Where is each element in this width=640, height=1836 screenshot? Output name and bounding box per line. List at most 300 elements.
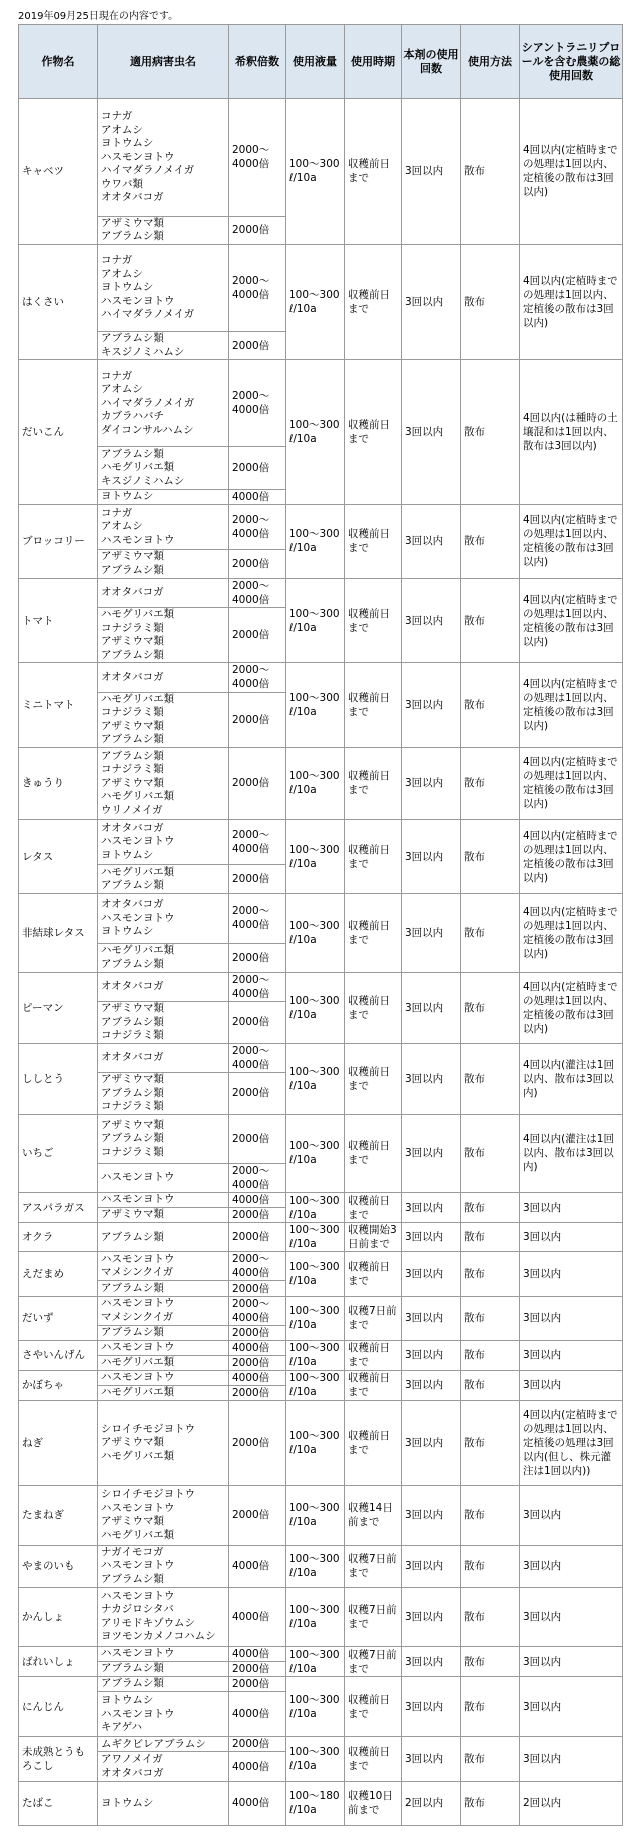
dilution-cell: 4000倍 [229, 1370, 286, 1385]
volume-value: 100～300 [289, 1553, 340, 1566]
use-count-cell: 3回以内 [402, 1340, 461, 1370]
pest-name: ハモグリバエ類 [101, 1528, 175, 1541]
crop-cell: やまのいも [19, 1545, 98, 1587]
volume-unit: ℓ/10a [289, 432, 317, 445]
pest-name: アブラムシ類 [101, 1015, 164, 1028]
table-row [19, 1252, 623, 1281]
method-cell: 散布 [461, 244, 520, 359]
total-count-cell: 4回以内(定植時までの処理は1回以内、定植後の散布は3回以内) [520, 504, 623, 578]
pest-name: アザミウマ類 [101, 550, 164, 563]
pest-name: ハスモンヨトウ [101, 1341, 175, 1354]
timing-cell: 収穫前日まで [345, 747, 402, 819]
pest-cell [98, 579, 229, 608]
total-count-cell: 3回以内 [520, 1737, 623, 1781]
dilution-cell: 2000倍 [229, 1355, 286, 1370]
volume-cell [286, 1677, 345, 1737]
volume-unit: ℓ/10a [289, 302, 317, 315]
table-row [19, 504, 623, 549]
pest-cell [98, 1692, 229, 1737]
pest-name: コナガ [101, 110, 133, 122]
pest-name: ヨトウムシ [101, 489, 154, 502]
table-row [19, 1193, 623, 1208]
volume-value: 100～300 [289, 1224, 340, 1237]
dilution-cell: 2000～4000倍 [229, 1163, 286, 1192]
method-cell: 散布 [461, 1340, 520, 1370]
dilution-cell: 2000～4000倍 [229, 504, 286, 549]
date-caption: 2019年09月25日現在の内容です。 [18, 11, 179, 22]
crop-cell: ピーマン [19, 972, 98, 1043]
pest-cell [98, 1400, 229, 1485]
use-count-cell: 3回以内 [402, 1647, 461, 1677]
total-count-cell: 4回以内(灌注は1回以内、散布は3回以内) [520, 1043, 623, 1114]
pest-cell [98, 360, 229, 447]
dilution-cell: 2000～4000倍 [229, 972, 286, 1001]
pest-name: アブラムシ類 [101, 1662, 164, 1675]
pest-name: ハモグリバエ類 [101, 1449, 175, 1462]
pest-name: アザミウマ類 [101, 776, 164, 789]
volume-value: 100～300 [289, 607, 340, 620]
pest-name: ヨトウムシ [101, 1796, 154, 1809]
pest-name: ハスモンヨトウ [101, 1193, 175, 1206]
total-count-cell: 3回以内 [520, 1545, 623, 1587]
header-use-count: 本剤の使用回数 [402, 25, 461, 99]
timing-cell: 収穫前日まで [345, 1114, 402, 1192]
pest-cell [98, 747, 229, 819]
volume-value: 100～300 [289, 1502, 340, 1515]
volume-cell [286, 1223, 345, 1252]
timing-cell: 収穫10日前まで [345, 1781, 402, 1825]
pest-name: ヨトウムシ [101, 1694, 154, 1707]
pest-name: アブラムシ類 [101, 648, 164, 661]
dilution-cell: 2000倍 [229, 1486, 286, 1545]
table-row [19, 1486, 623, 1545]
pest-cell [98, 1073, 229, 1115]
use-count-cell: 3回以内 [402, 1043, 461, 1114]
total-count-cell: 4回以内(灌注は1回以内、散布は3回以内) [520, 1114, 623, 1192]
volume-value: 100～300 [289, 1065, 340, 1078]
use-count-cell: 3回以内 [402, 244, 461, 359]
pest-name: オオタバコガ [101, 980, 164, 992]
dilution-cell: 2000～4000倍 [229, 663, 286, 692]
use-count-cell: 3回以内 [402, 1677, 461, 1737]
total-count-cell: 3回以内 [520, 1486, 623, 1545]
pest-cell [98, 1252, 229, 1281]
method-cell: 散布 [461, 360, 520, 505]
pest-name: アブラムシ類 [101, 1086, 164, 1099]
dilution-cell: 4000倍 [229, 1545, 286, 1587]
timing-cell: 収穫前日まで [345, 894, 402, 972]
volume-unit: ℓ/10a [289, 621, 317, 634]
use-count-cell: 3回以内 [402, 747, 461, 819]
method-cell: 散布 [461, 1400, 520, 1485]
crop-cell: ブロッコリー [19, 504, 98, 578]
dilution-cell: 2000～4000倍 [229, 1296, 286, 1325]
timing-cell: 収穫14日前まで [345, 1486, 402, 1545]
table-row [19, 1737, 623, 1752]
volume-value: 100～300 [289, 418, 340, 431]
timing-cell: 収穫前日まで [345, 244, 402, 359]
pest-name: アオムシ [101, 267, 143, 280]
dilution-cell: 2000倍 [229, 1325, 286, 1340]
dilution-cell: 2000倍 [229, 943, 286, 972]
pest-cell [98, 1163, 229, 1192]
use-count-cell: 3回以内 [402, 1545, 461, 1587]
crop-cell: はくさい [19, 244, 98, 359]
pest-name: ヨトウムシ [101, 281, 154, 294]
volume-unit: ℓ/10a [289, 1617, 317, 1630]
dilution-cell: 2000倍 [229, 447, 286, 489]
volume-value: 100～300 [289, 288, 340, 301]
pest-name: アブラムシ類 [101, 1572, 164, 1585]
pest-cell [98, 99, 229, 217]
pest-name: アザミウマ類 [101, 635, 164, 648]
pest-name: ハモグリバエ類 [101, 692, 175, 705]
volume-value: 100～300 [289, 1194, 340, 1207]
pest-name: ナカジロシタバ [101, 1603, 174, 1616]
method-cell: 散布 [461, 820, 520, 894]
volume-unit: ℓ/10a [289, 784, 317, 797]
volume-cell [286, 1340, 345, 1370]
total-count-cell: 4回以内(定植時までの処理は1回以内、定植後の散布は3回以内) [520, 747, 623, 819]
pest-name: コナジラミ類 [101, 1100, 164, 1113]
total-count-cell: 3回以内 [520, 1296, 623, 1340]
volume-cell [286, 360, 345, 505]
volume-cell [286, 244, 345, 359]
dilution-cell: 2000～4000倍 [229, 244, 286, 331]
pest-name: コナガ [101, 369, 133, 382]
method-cell: 散布 [461, 663, 520, 747]
method-cell: 散布 [461, 972, 520, 1043]
pest-name: ダイコンサルハムシ [101, 423, 194, 436]
total-count-cell: 4回以内(定植時までの処理は1回以内、定植後の散布は3回以内) [520, 972, 623, 1043]
pest-name: アブラムシ類 [101, 957, 164, 970]
pest-cell [98, 943, 229, 972]
crop-cell: いちご [19, 1114, 98, 1192]
use-count-cell: 3回以内 [402, 1587, 461, 1646]
pest-name: オオタバコガ [101, 191, 164, 203]
volume-unit: ℓ/10a [289, 1356, 317, 1369]
header-dilution: 希釈倍数 [229, 25, 286, 99]
pest-name: キスジノミハムシ [101, 345, 185, 358]
method-cell: 散布 [461, 894, 520, 972]
pest-name: アブラムシ類 [101, 879, 164, 892]
method-cell: 散布 [461, 504, 520, 578]
crop-cell: さやいんげん [19, 1340, 98, 1370]
volume-unit: ℓ/10a [289, 1154, 317, 1167]
dilution-cell: 2000倍 [229, 1001, 286, 1043]
pest-name: ハスモンヨトウ [101, 1252, 175, 1265]
pest-name: キスジノミハムシ [101, 474, 185, 487]
dilution-cell: 2000倍 [229, 692, 286, 747]
pest-name: ハスモンヨトウ [101, 1371, 175, 1384]
pest-cell [98, 1281, 229, 1296]
table-row [19, 579, 623, 608]
pest-cell [98, 1737, 229, 1752]
dilution-cell: 2000倍 [229, 1662, 286, 1677]
use-count-cell: 2回以内 [402, 1781, 461, 1825]
pest-name: コナジラミ類 [101, 706, 164, 719]
method-cell: 散布 [461, 1781, 520, 1825]
volume-cell [286, 972, 345, 1043]
crop-cell: だいこん [19, 360, 98, 505]
pest-name: ハスモンヨトウ [101, 1589, 175, 1602]
pest-cell [98, 894, 229, 943]
timing-cell: 収穫7日前まで [345, 1587, 402, 1646]
use-count-cell: 3回以内 [402, 1114, 461, 1192]
dilution-cell: 2000～4000倍 [229, 360, 286, 447]
pest-name: ウリノメイガ [101, 803, 163, 816]
pest-cell [98, 1545, 229, 1587]
timing-cell: 収穫7日前まで [345, 1545, 402, 1587]
table-row [19, 1677, 623, 1692]
pest-cell [98, 865, 229, 894]
pest-cell [98, 1340, 229, 1355]
method-cell: 散布 [461, 1737, 520, 1781]
crop-cell: かぼちゃ [19, 1370, 98, 1400]
total-count-cell: 3回以内 [520, 1340, 623, 1370]
volume-value: 100～180 [289, 1790, 340, 1803]
pest-cell [98, 1752, 229, 1781]
table-row [19, 1043, 623, 1072]
pest-cell [98, 1486, 229, 1545]
pest-cell [98, 1193, 229, 1208]
total-count-cell: 4回以内(定植時までの処理は1回以内、定植後の散布は3回以内) [520, 579, 623, 663]
dilution-cell: 2000倍 [229, 1281, 286, 1296]
pest-name: ハイマダラノメイガ [101, 164, 195, 176]
pest-cell [98, 1114, 229, 1163]
crop-cell: ばれいしょ [19, 1647, 98, 1677]
timing-cell: 収穫前日まで [345, 360, 402, 505]
pest-name: オオタバコガ [101, 670, 164, 683]
header-volume: 使用液量 [286, 25, 345, 99]
crop-cell: 非結球レタス [19, 894, 98, 972]
pest-cell [98, 1587, 229, 1646]
use-count-cell: 3回以内 [402, 1370, 461, 1400]
pest-name: ハスモンヨトウ [101, 1501, 175, 1514]
volume-cell [286, 894, 345, 972]
volume-value: 100～300 [289, 770, 340, 783]
table-row [19, 1370, 623, 1385]
pest-name: コナジラミ類 [101, 1145, 164, 1158]
table-row [19, 1400, 623, 1485]
pest-cell [98, 1781, 229, 1825]
pest-name: ハモグリバエ類 [101, 608, 175, 621]
dilution-cell: 4000倍 [229, 489, 286, 504]
pest-name: ハスモンヨトウ [101, 533, 175, 546]
use-count-cell: 3回以内 [402, 360, 461, 505]
volume-value: 100～300 [289, 1260, 340, 1273]
pest-cell [98, 692, 229, 747]
pest-name: ヨツモンカメノコハムシ [101, 1630, 216, 1643]
pest-cell [98, 1647, 229, 1662]
timing-cell: 収穫前日まで [345, 1340, 402, 1370]
table-row [19, 99, 623, 217]
dilution-cell: 4000倍 [229, 1587, 286, 1646]
total-count-cell: 4回以内(定植時までの処理は1回以内、定植後の散布は3回以内) [520, 244, 623, 359]
volume-value: 100～300 [289, 158, 340, 171]
pest-name: アザミウマ類 [101, 1073, 164, 1086]
pest-cell [98, 1385, 229, 1400]
table-row [19, 1781, 623, 1825]
pest-name: アブラムシ類 [101, 447, 164, 460]
pest-name: オオタバコガ [101, 1051, 164, 1064]
header-timing: 使用時期 [345, 25, 402, 99]
total-count-cell: 2回以内 [520, 1781, 623, 1825]
pest-name: ハモグリバエ類 [101, 1356, 175, 1369]
pest-name: ハスモンヨトウ [101, 1171, 175, 1184]
crop-cell: ねぎ [19, 1400, 98, 1485]
dilution-cell: 2000倍 [229, 1073, 286, 1115]
pest-cell [98, 216, 229, 244]
timing-cell: 収穫前日まで [345, 972, 402, 1043]
timing-cell: 収穫前日まで [345, 1043, 402, 1114]
dilution-cell: 2000倍 [229, 608, 286, 663]
volume-unit: ℓ/10a [289, 1759, 317, 1772]
pest-name: オオタバコガ [101, 586, 164, 599]
table-row [19, 972, 623, 1001]
pest-name: ハスモンヨトウ [101, 835, 175, 848]
volume-value: 100～300 [289, 692, 340, 705]
header-pest: 適用病害虫名 [98, 25, 229, 99]
method-cell: 散布 [461, 1486, 520, 1545]
table-row [19, 747, 623, 819]
total-count-cell: 3回以内 [520, 1677, 623, 1737]
pest-name: アブラムシ類 [101, 1677, 164, 1690]
volume-cell [286, 1587, 345, 1646]
timing-cell: 収穫前日まで [345, 820, 402, 894]
dilution-cell: 4000倍 [229, 1692, 286, 1737]
method-cell: 散布 [461, 1193, 520, 1223]
volume-cell [286, 99, 345, 245]
volume-unit: ℓ/10a [289, 857, 317, 870]
volume-value: 100～300 [289, 1745, 340, 1758]
use-count-cell: 3回以内 [402, 1400, 461, 1485]
dilution-cell: 2000倍 [229, 1223, 286, 1252]
pest-name: カブラハバチ [101, 410, 164, 423]
use-count-cell: 3回以内 [402, 1252, 461, 1296]
volume-cell [286, 1043, 345, 1114]
dilution-cell: 2000～4000倍 [229, 894, 286, 943]
volume-value: 100～300 [289, 1430, 340, 1443]
volume-unit: ℓ/10a [289, 934, 317, 947]
use-count-cell: 3回以内 [402, 972, 461, 1043]
table-row [19, 360, 623, 447]
pest-name: ナガイモコガ [101, 1545, 164, 1558]
volume-value: 100～300 [289, 1372, 340, 1385]
pest-name: ハモグリバエ類 [101, 1386, 175, 1399]
pest-name: アザミウマ類 [101, 216, 164, 229]
dilution-cell: 2000倍 [229, 216, 286, 244]
method-cell: 散布 [461, 1677, 520, 1737]
volume-unit: ℓ/10a [289, 1319, 317, 1332]
pesticide-table [18, 24, 623, 1826]
method-cell: 散布 [461, 1223, 520, 1252]
dilution-cell: 2000倍 [229, 1677, 286, 1692]
pest-cell [98, 244, 229, 331]
pest-name: ヨトウムシ [101, 848, 154, 861]
volume-unit: ℓ/10a [289, 1662, 317, 1675]
pest-cell [98, 972, 229, 1001]
volume-cell [286, 747, 345, 819]
method-cell: 散布 [461, 1545, 520, 1587]
dilution-cell: 4000倍 [229, 1752, 286, 1781]
pest-cell [98, 331, 229, 359]
pest-name: ハスモンヨトウ [101, 911, 175, 924]
table-row [19, 1296, 623, 1325]
table-row [19, 1340, 623, 1355]
pest-cell [98, 820, 229, 865]
total-count-cell: 3回以内 [520, 1252, 623, 1296]
dilution-cell: 2000～4000倍 [229, 1252, 286, 1281]
table-row [19, 1647, 623, 1662]
timing-cell: 収穫前日まで [345, 1400, 402, 1485]
pest-cell [98, 1677, 229, 1692]
pest-name: オオタバコガ [101, 1766, 164, 1779]
pest-name: アザミウマ類 [101, 719, 164, 732]
method-cell: 散布 [461, 747, 520, 819]
total-count-cell: 4回以内(定植時までの処理は1回以内、定植後の散布は3回以内) [520, 99, 623, 245]
pest-name: アオムシ [101, 123, 143, 136]
timing-cell: 収穫前日まで [345, 1677, 402, 1737]
dilution-cell: 2000～4000倍 [229, 99, 286, 217]
dilution-cell: 2000倍 [229, 549, 286, 578]
pest-name: アブラムシ類 [101, 1230, 164, 1243]
pest-name: アワノメイガ [101, 1753, 163, 1766]
pest-name: ヨトウムシ [101, 925, 154, 938]
total-count-cell: 4回以内(は種時の土壌混和は1回以内、散布は3回以内) [520, 360, 623, 505]
crop-cell: えだまめ [19, 1252, 98, 1296]
pest-name: アザミウマ類 [101, 1515, 164, 1528]
volume-value: 100～300 [289, 1603, 340, 1616]
timing-cell: 収穫前日まで [345, 99, 402, 245]
total-count-cell: 3回以内 [520, 1223, 623, 1252]
volume-value: 100～300 [289, 1305, 340, 1318]
pest-name: アザミウマ類 [101, 1436, 164, 1449]
pest-name: アリモドキゾウムシ [101, 1616, 195, 1629]
volume-cell [286, 579, 345, 663]
timing-cell: 収穫前日まで [345, 1370, 402, 1400]
dilution-cell: 2000倍 [229, 747, 286, 819]
pest-name: アオムシ [101, 520, 143, 533]
pest-cell [98, 1325, 229, 1340]
table-row [19, 1587, 623, 1646]
crop-cell: ミニトマト [19, 663, 98, 747]
dilution-cell: 2000～4000倍 [229, 579, 286, 608]
crop-cell: かんしょ [19, 1587, 98, 1646]
method-cell: 散布 [461, 1043, 520, 1114]
pest-name: アザミウマ類 [101, 1118, 164, 1131]
header-method: 使用方法 [461, 25, 520, 99]
pest-name: アブラムシ類 [101, 332, 164, 345]
pest-cell [98, 1223, 229, 1252]
volume-cell [286, 1400, 345, 1485]
volume-cell [286, 663, 345, 747]
table-row [19, 820, 623, 865]
use-count-cell: 3回以内 [402, 820, 461, 894]
timing-cell: 収穫7日前まで [345, 1647, 402, 1677]
volume-unit: ℓ/10a [289, 1008, 317, 1021]
use-count-cell: 3回以内 [402, 1296, 461, 1340]
pest-name: ハモグリバエ類 [101, 790, 175, 803]
pest-name: キアゲハ [101, 1721, 143, 1734]
table-row [19, 663, 623, 692]
volume-cell [286, 1545, 345, 1587]
pest-name: アブラムシ類 [101, 1325, 164, 1338]
crop-cell: レタス [19, 820, 98, 894]
volume-value: 100～300 [289, 1648, 340, 1661]
crop-cell: アスパラガス [19, 1193, 98, 1223]
volume-cell [286, 1737, 345, 1781]
